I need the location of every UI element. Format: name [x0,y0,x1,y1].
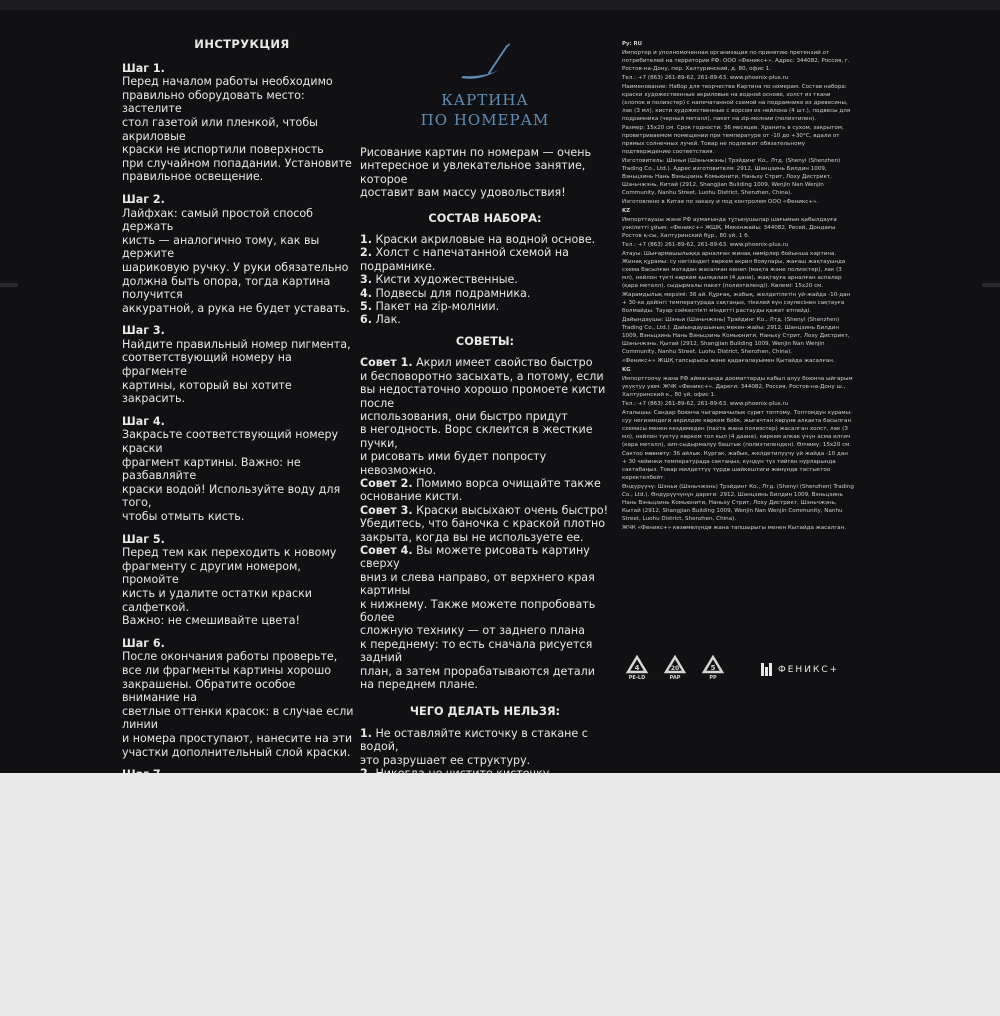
step-body: Наносите лак широкими мазками, аккуратно двигаясь сверху вниз, параллельно нижней границы картины по номерам. Рекомендуется брать немного лака на кисть, чтобы избежать подтеков. После того как лак нанесен на картину, промойте кисть и протрите ее насухо. [122,781,351,931]
step-4 [122,415,354,524]
tip-4 [360,544,610,691]
step-3 [122,324,354,406]
legal-paragraph: Изготовитель: Шэньи (Шэньчжэнь) Трэйдинг Ко., Лтд. (Shenyi (Shenzhen) Trading Co., Ltd.). Адрес изготовителя: 2912, Шанцзинь Билдин 1009, Вэньцзинь Нань Вэньцзинь Комьюнити, Наньху Стрит, Лоху Дистрикт, Шэньчжэнь, Китай (2912, Shangjian Building 1009, Wenjin Nan Wenjin Community, Nanhu Street, Luohu District, Shenzhen, China). [622,158,841,196]
step-5 [122,533,354,628]
recycle-symbols [624,655,726,681]
kit-num: 3. [360,273,372,287]
legal-paragraph: Аталышы: Сандар боюнча чыгармачылык сүрөт топтому. Топтомдун курамы: суу негизиндеги акрилдик көркем боёк, жыгачтан көрүнө алкакта басылган схемасы менен кездемеден (пахта жана полиэстер) жасалган холст, лак (3 мл), нейлон түктүү көркем тол кыл (4 даана), көркем алкак үчүн асма илгич (кара металл), зип-сыдырмалуу баштык (полиэтиленден). Өлчөмү: 15х20 см. [622,410,852,448]
tip-body: Краски высыхают очень быстро! Убедитесь, что баночка с краской плотно закрыта, когда вы не используете ее. [360,503,609,544]
kit-list [360,233,610,327]
dont-text: Не счищайте засохшую на кисточке краску ногтями — это повреждает ее ворсинки, и они выпадают. [360,874,601,928]
tag-kz: KZ [622,208,631,214]
step-title: Шаг 1. [122,61,165,75]
legal-paragraph: Импортер и уполномоченная организация по принятию претензий от потребителей на территории РФ: ООО «Феникс+». Адрес: 344082, Россия, г. Ростов-на-Дону, пер. Халтуринский, д. 80, офис 1. [622,50,850,72]
dont-item [360,727,610,767]
legal-paragraph: Размер: 15х20 см. Срок годности: 36 месяцев. Хранить в сухом, закрытом, проветриваемом помещении при температуре от -10 до +30°С, вдали от прямых солнечных лучей. Товар не подлежит обязательному подтверждению соответствия. [622,125,844,155]
kit-num: 6. [360,313,372,327]
legal-paragraph: Тел.: +7 (863) 261-89-62, 261-89-63. www.phoenix-plus.ru [622,401,789,407]
kit-text: Кисти художественные. [375,273,518,287]
kit-title: СОСТАВ НАБОРА: [428,211,542,225]
dont-text: Никогда не чистите кисточку агрессивными химическими средствами, это плохо скажется на ее дальнейшем использовании. [360,767,576,834]
dont-text: Не используйте кисточку для размешивания краски, это разрушает ее волокна. [360,834,567,874]
legal-kz [622,216,854,365]
step-body: Найдите правильный номер пигмента, соответствующий номеру на фрагменте картины, который вы хотите закрасить. [122,337,351,406]
legal-paragraph: Наименование: Набор для творчества Картина по номерам. Состав набора: краски художественные акриловые на водной основе, холст из ткани (хлопок и полиэстер) с напечатанной схемой на подрамнике из древесины, лак (3 мл), кисти художественные с ворсом из нейлона (4 шт.), подвесы для подрамника (черный металл), пакет на zip-молнии (полиэтилен). [622,84,851,122]
tip-body: Помимо ворса очищайте также основание кисти. [360,476,601,504]
kit-item [360,287,610,300]
edge-mark-left [0,283,18,287]
recycle-label-pap: PAP [669,675,681,681]
steps-list [122,62,354,932]
step-title: Шаг 4. [122,414,165,428]
phoenix-logo-icon [761,663,772,676]
kit-item [360,246,610,273]
legal-paragraph: Изготовлено в Китае по заказу и под контролем ООО «Феникс+». [622,199,819,205]
tip-title: Совет 2. [360,476,413,490]
dont-text: Не оставляйте кисточку в стакане с водой, это разрушает ее структуру. [360,726,588,767]
legal-paragraph: Тел.: +7 (863) 261-89-62, 261-89-63. www.phoenix-plus.ru [622,242,789,248]
center-column [360,40,610,928]
step-body: После окончания работы проверьте, все ли фрагменты картины хорошо закрашены. Обратите особое внимание на светлые оттенки красок: в случае если линии и номера проступают, нанесите на эти участки дополнительный слой краски. [122,650,354,759]
step-title: Шаг 5. [122,532,165,546]
tip-title: Совет 1. [360,356,413,370]
tag-ru: Ру: RU [622,41,643,47]
step-title: Шаг 2. [122,192,165,206]
tips-title: СОВЕТЫ: [455,334,515,348]
donts-list [360,727,610,928]
color-warning: Важно! Оттенки цветов готового изделия могут незначительно отличаться от изображения на обложке из-за особенностей цветопередачи. [122,947,334,1016]
recycle-label-pe-ld: PE-LD [628,675,646,681]
dont-num: 3. [360,834,372,848]
dont-num: 1. [360,726,372,740]
kit-num: 1. [360,233,372,247]
tip-body: Акрил имеет свойство быстро и бесповоротно засыхать, а потому, если вы недостаточно хорошо промоете кисти после использования, они быстро придут в негодность. Ворс склеится в жесткие пучки, и рисовать ими будет попросту невозможно. [360,356,606,477]
step-1 [122,62,354,184]
recycle-icon-pe-ld [624,655,650,681]
step-title: Шаг 3. [122,324,165,338]
tip-body: Вы можете рисовать картину сверху вниз и слева направо, от верхнего края картины к нижнему. Также можете попробовать более сложную технику — от заднего плана к переднему: то есть сначала рисуется задний план, а затем прорабатываются детали на переднем плане. [360,543,596,692]
tip-title: Совет 3. [360,503,413,517]
kit-num: 2. [360,246,372,260]
kit-item [360,313,610,326]
step-6 [122,637,354,759]
recycle-label-pp: PP [709,675,717,681]
step-title: Шаг 7. [122,768,165,782]
step-body: Перед тем как переходить к новому фрагменту с другим номером, промойте кисть и удалите остатки краски салфеткой. Важно: не смешивайте цвета! [122,546,337,628]
legal-column [622,40,854,533]
tip-2 [360,477,610,504]
legal-paragraph: Импорттоочу жана РФ аймагында дооматтарды кабыл алуу боюнча ыйгарым укуктуу уюм: ЖЧК «Феникс+». Дареги: 344082, Россия, Ростов-на-Дону ш., Халтуринский к., 80 үй, офис 1. [622,376,853,398]
step-body: Лайфхак: самый простой способ держать кисть — аналогично тому, как вы держите шариковую ручку. У руки обязательно должна быть опора, тогда картина получится аккуратной, а рука не будет уставать. [122,206,350,315]
kit-num: 4. [360,286,372,300]
recycle-icon-pp [700,655,726,681]
legal-paragraph: «Феникс+» ЖШҚ тапсырысы және қадағалауымен Қытайда жасалған. [622,358,835,364]
legal-kg [622,375,854,532]
tips-list [360,356,610,691]
svg-text:20: 20 [670,665,680,672]
dont-num: 4. [360,874,372,888]
recycle-icon-pap [662,655,688,681]
tag-kg: KG [622,367,631,373]
intro-text: Рисование картин по номерам — очень интересное и увлекательное занятие, которое доставит вам массу удовольствия! [360,146,592,200]
legal-paragraph: Сактоо мөөнөтү: 36 айлык. Кургак, жабык, желдетилүүчү үй жайда -10 дан + 30 чейинки температурада сактаңыз, күндүн түз тийген нурларында сактабаңыз. Товар милдеттүү түрдө шайкештиги жөнүндө тастыктоо керектелбейт. [622,451,848,481]
product-logo [360,40,610,130]
kit-item [360,233,610,246]
legal-paragraph: Жарамдылық мерзімі: 36 ай. Құрғақ, жабық, желдетілетін үй-жайда -10-дан + 30-ке дейінгі температурада сақтаңыз, тікелей күн сәулесінен сақтауға болмайды. Тауар сәйкестікті міндетті растауды қажет етпейді. [622,292,851,314]
logo-title: КАРТИНА ПО НОМЕРАМ [420,91,550,129]
step-body: Закрасьте соответствующий номеру краски фрагмент картины. Важно: не разбавляйте краски водой! Используйте воду для того, чтобы отмыть кисть. [122,428,341,523]
brush-stroke-icon [455,40,515,86]
legal-paragraph: ЖЧК «Феникс+» көзөмөлүндө жана тапшырыгы менен Кытайда жасалган. [622,525,847,531]
kit-item [360,273,610,286]
instructions-title: ИНСТРУКЦИЯ [194,37,290,51]
dont-item [360,874,610,928]
dont-item [360,767,610,834]
step-title: Шаг 6. [122,636,165,650]
donts-title: ЧЕГО ДЕЛАТЬ НЕЛЬЗЯ: [409,705,561,719]
edge-mark-right [982,283,1000,287]
legal-ru [622,49,854,206]
legal-paragraph: Атауы: Шығармашылыққа арналған жинақ нөмірлер бойынша картина. Жинақ құрамы: су негізіндегі көркем акрил бояулары, жағаш жақтауында схема басылған матадан жасалған кенеп (мақта және полиэстер), лак (3 мл), нейлон түкті көркем қылқалам (4 дана), жақтауға арналған аспалар (қара металл), сыдырмалы пакет (полиэтиленді). Көлемі: 15х20 см. [622,251,846,289]
kit-text: Холст с напечатанной схемой на подрамнике. [360,246,569,273]
step-body: Перед началом работы необходимо правильно оборудовать место: застелите стол газетой или пленкой, чтобы акриловые краски не испортили поверхность при случайном попадании. Установите правильное освещение. [122,75,352,184]
kit-item [360,300,610,313]
dont-item [360,834,610,874]
kit-num: 5. [360,300,372,314]
legal-paragraph: Өндүрүүчү: Шэньи (Шэньчжэнь) Трэйдинг Ко., Лтд. (Shenyi (Shenzhen) Trading Co., Ltd.). Өндүрүүчүнүн дареги: 2912, Шанцзинь Билдин 1009, Вэньцзинь Нань Вэньцзинь Комьюнити, Наньху Стрит, Лоху Дистрикт, Шэньчжэнь, Кытай (2912, Shangjian Building 1009, Wenjin Nan Wenjin Community, Nanhu Street, Luohu District, Shenzhen, China). [622,484,854,522]
kit-text: Лак. [375,313,401,327]
tip-title: Совет 4. [360,543,413,557]
svg-text:5: 5 [710,664,716,672]
step-7 [122,768,354,931]
kit-text: Пакет на zip-молнии. [375,300,500,314]
instructions-column [122,38,354,1016]
legal-paragraph: Импорттаушы және РФ аумағында тұтынушылар шағымын қабылдауға уәкілетті ұйым: «Феникс+» ЖШҚ. Мекенжайы: 344082, Ресей, Дондағы Ростов қ-сы, Халтуринский бұр., 80 үй, 1 б. [622,217,837,239]
legal-paragraph: Тел.: +7 (863) 261-89-62, 261-89-63. www.phoenix-plus.ru [622,75,789,81]
kit-text: Краски акриловые на водной основе. [375,233,596,247]
tip-3 [360,504,610,544]
kit-text: Подвесы для подрамника. [375,286,531,300]
brand-logo [761,663,839,676]
legal-paragraph: Дайындаушы: Шэньи (Шэньчжэнь) Трэйдинг Ко., Лтд. (Shenyi (Shenzhen) Trading Co., Ltd.). Дайындаушының мекен-жайы: 2912, Шанцзинь Билдин 1009, Вэньцзинь Нань Вэньцзинь Комьюнити, Наньху Стрит, Лоху Дистрикт, Шэньчжэнь, Қытай (2912, Shangjian Building 1009, Wenjin Nan Wenjin Community, Nanhu Street, Luohu District, Shenzhen, China). [622,317,850,355]
dont-num: 2. [360,767,372,781]
tip-1 [360,356,610,477]
brand-name: ФЕНИКС+ [778,664,840,675]
step-2 [122,193,354,315]
svg-text:4: 4 [634,664,640,672]
